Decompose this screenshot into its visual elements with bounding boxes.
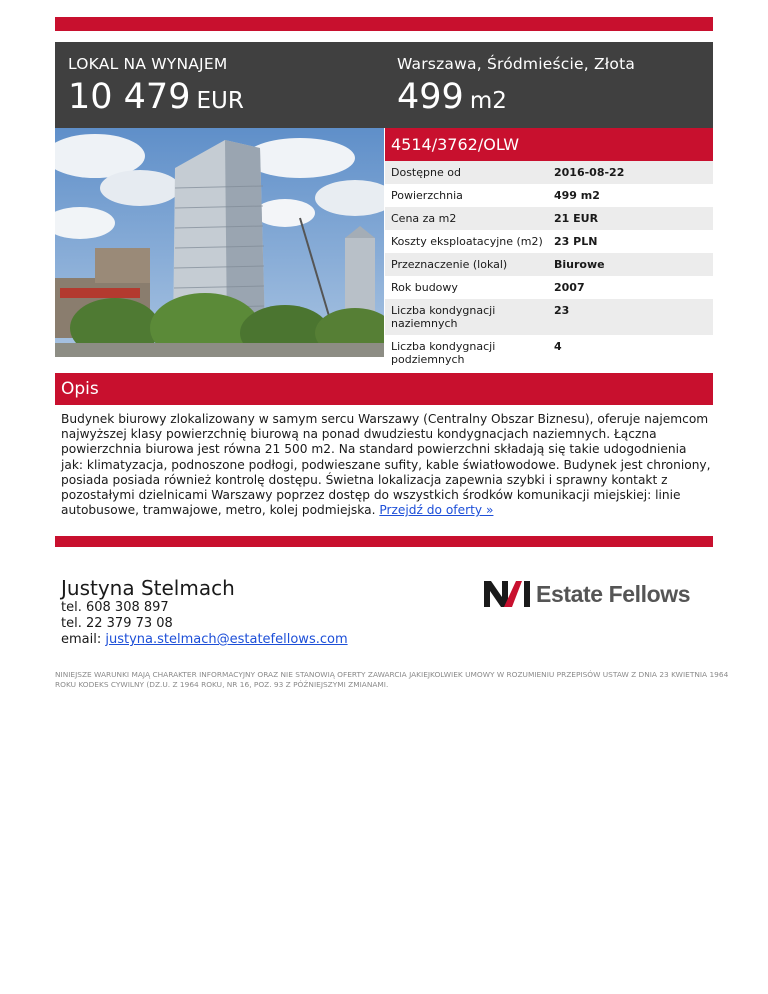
company-logo	[484, 580, 690, 608]
top-accent-bar	[55, 17, 713, 31]
section-divider-bar	[55, 536, 713, 547]
email-label: email:	[61, 632, 102, 647]
building-photo-illustration	[55, 128, 384, 357]
contact-block	[61, 576, 348, 648]
price-unit: EUR	[196, 88, 244, 114]
description-heading: Opis	[55, 373, 713, 405]
detail-label: Rok budowy	[391, 281, 458, 294]
legal-disclaimer: NINIEJSZE WARUNKI MAJĄ CHARAKTER INFORMACYJNY ORAZ NIE STANOWIĄ OFERTY ZAWARCIA JAKIEJKOLWIEK UMOWY W ROZUMIENIU PRZEPISÓW USTAW Z DNIA 23 KWIETNIA 1964 ROKU KODEKS CYWILNY (DZ.U. Z 1964 ROKU, NR 16, POZ. 93 Z PÓŹNIEJSZYMI ZMIANAMI.	[55, 670, 729, 689]
detail-value: 23 PLN	[554, 235, 598, 248]
detail-label: Liczba kondygnacji naziemnych	[391, 304, 496, 330]
logo-wordmark: Estate Fellows	[536, 580, 691, 607]
detail-label: Dostępne od	[391, 166, 461, 179]
detail-label: Cena za m2	[391, 212, 457, 225]
detail-value: 23	[554, 304, 570, 317]
detail-label: Przeznaczenie (lokal)	[391, 258, 508, 271]
reference-number: 4514/3762/OLW	[385, 128, 713, 161]
location-block	[397, 42, 635, 123]
contact-email-link[interactable]: justyna.stelmach@estatefellows.com	[105, 632, 348, 647]
detail-label: Liczba kondygnacji podziemnych	[391, 340, 496, 366]
description-text: Budynek biurowy zlokalizowany w samym sercu Warszawy (Centralny Obszar Biznesu), oferuje najemcom najwyższej klasy powierzchnię biurową na ponad dwudziestu kondygnacjach naziemnych. Łączna powierzchnia biurowa jest równa 21 500 m2. Na standard powierzchni składają się takie udogodnienia jak: klimatyzacja, podnoszone podłogi, podwieszane sufity, kable światłowodowe. Budynek jest chroniony, posiada posiada również kontrolę dostępu. Świetna lokalizacja zapewnia szybki i sprawny kontakt z pozostałymi dzielnicami Warszawy poprzez dostęp do wszystkich środków komunikacji miejskiej: linie autobusowe, tramwajowe, metro, kolej podmiejska.	[61, 412, 711, 518]
detail-row	[385, 184, 713, 207]
detail-value: 4	[554, 340, 562, 353]
detail-value: 2016-08-22	[554, 166, 625, 179]
detail-value: 499 m2	[554, 189, 600, 202]
details-panel	[385, 128, 713, 371]
price-value: 10 479	[68, 77, 191, 117]
detail-row	[385, 230, 713, 253]
go-to-offer-link[interactable]: Przejdź do oferty »	[379, 503, 494, 518]
detail-value: 21 EUR	[554, 212, 599, 225]
area-value: 499	[397, 77, 464, 117]
detail-row	[385, 276, 713, 299]
building-photo	[55, 128, 384, 357]
detail-row	[385, 207, 713, 230]
contact-name: Justyna Stelmach	[61, 576, 235, 600]
detail-row	[385, 299, 713, 335]
location: Warszawa, Śródmieście, Złota	[397, 55, 636, 73]
detail-row	[385, 253, 713, 276]
area-unit: m2	[469, 88, 507, 114]
detail-value: Biurowe	[554, 258, 605, 271]
contact-phone-office: tel. 22 379 73 08	[61, 616, 173, 631]
nai-logo-icon	[484, 581, 532, 607]
detail-value: 2007	[554, 281, 585, 294]
detail-label: Powierzchnia	[391, 189, 463, 202]
listing-header	[55, 42, 713, 128]
detail-row	[385, 335, 713, 371]
description-body	[61, 412, 711, 518]
price-block	[68, 42, 244, 123]
contact-phone-mobile: tel. 608 308 897	[61, 600, 169, 615]
detail-label: Koszty eksploatacyjne (m2)	[391, 235, 543, 248]
contact-email-line	[61, 632, 348, 648]
detail-row	[385, 161, 713, 184]
listing-type: LOKAL NA WYNAJEM	[68, 55, 228, 73]
